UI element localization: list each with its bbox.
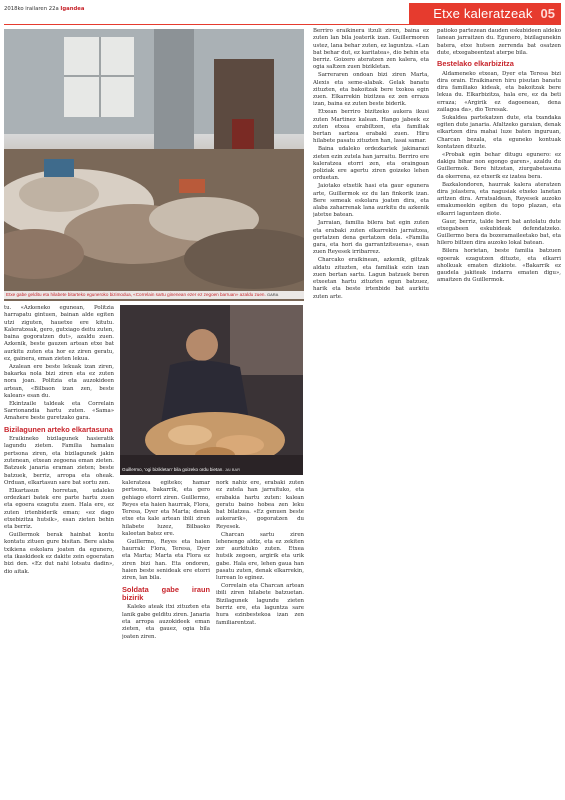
article-paragraph: patioko partezean dauden eskubideen aldeko lanean jarraitzen du. Egunero, bizilagunekin batera, etxe hutsen zerrenda bat osatzen dute, etxegabeentzat aterpe bila. — [437, 28, 561, 56]
main-photo-credit: GARA — [267, 292, 279, 297]
article-paragraph: Correlain eta Charcan artean ibili ziren hilabete batzuetan. Bizilagunek lagundu zieten berriz ere, eta laguntza sare hura ezinbestekoa izan zen familiarentzat. — [216, 583, 304, 626]
article-column-1 — [4, 305, 114, 576]
main-photo — [4, 29, 304, 301]
page-header — [4, 3, 561, 25]
article-paragraph: Sukaldea partekatzen dute, eta txandaka egiten dute janaria. Afaltzeko garaian, denak elkartzen dira mahai luze baten inguruan, Charcan bezala, eta eguneko kontuak kontatzen dituzte. — [437, 114, 561, 151]
article-paragraph: Charcako eraikinean, azkenik, giltzak aldatu zituzten, eta familiak ezin izan zuen bertan sartu. Lagun batzuek beren etxeetan hartu zituzten egun batzuez, harik eta beste irtenbide bat aurkitu zuten arte. — [313, 257, 429, 300]
section-banner — [409, 3, 561, 24]
article-paragraph: Jarraian, familia bilera bat egin zuten eta erabaki zuten elkarrekin jarraitzea, gertatzen dena gertatzen dela. «Familia gara, eta hori da garrantzitsuena», esan zuen Reyesek irribarrez. — [313, 220, 429, 256]
article-column-2 — [122, 480, 210, 641]
article-paragraph: Eraikineko bizilagunek hasieratik lagundu zieten. Familia hamalau pertsona ziren, eta bizilagunek jakin zutenean, etxean zegoena eman zieten. Batzuek janaria eraman zieten; beste batzuek, berriz, arropa eta oheak. Orduan, elkartasun sare bat sortu zen. — [4, 436, 114, 486]
section-subheading: Bestelako elkarbizitza — [437, 59, 514, 69]
main-photo-illustration — [4, 29, 304, 301]
article-paragraph: Ekintzaile taldeak eta Correlain Sarrionandia hartu zuten. «Sama» Amahere beste guretzako gara. — [4, 400, 114, 422]
article-paragraph: nork nahiz ere, erabaki zuten ez zutela han jarraituko, eta erabakia hartu zuten: kalean geratu baino hobea zen leku bat bilatzea. «Ez genuen beste aukerarik», gogoratzen du Reyesek. — [216, 480, 304, 530]
article-paragraph: Elkartasun horretan, udaleko ordezkari batek ere parte hartu zuen eta egoera ezagutu zuen. Hala ere, ez zuten irtenbiderik eman; «ez dago etxebizitza hutsik», esan zieten behin eta berriz. — [4, 487, 114, 531]
article-paragraph: Jaiotako etxetik hasi eta gaur egunera arte, Guillermok ez du lan finkorik izan. Bere semeak eskolara joaten dira, eta alaba zaharrenak lana aurkitu du azkenik jatetxe batean. — [313, 183, 429, 219]
article-paragraph: Berriro eraikinera itzuli ziren, baina ez zuten lan bila joaterik izan. Guillermoren ustez, lana behar zuten, ez laguntza. «Lan bat behar dut, ez karitatea», dio behin eta berriz. Goizero ateratzen zen kalera, eta ogia saltzen zuen bizikletan. — [313, 28, 429, 71]
article-paragraph: Bilera horietan, beste familia batzuen egoerak ezagutzen dituzte, eta elkarri aholkuak ematen dizkiote. «Bakarrik ez gaudela jakiteak indarra ematen digu», amaitzen du Guillermok. — [437, 248, 561, 284]
article-column-4 — [313, 28, 429, 301]
header-rule — [4, 24, 561, 25]
article-paragraph: Aldameneko etxean, Dyer eta Teresa bizi dira orain. Eraikinaren hiru pisutan banatu dira familiako kideak, eta bakoitzak bere lekua du. Elkarbizitza, hala ere, ez da beti erraza; «Argirik ez dagoenean, dena zailagoa da», dio Teresak. — [437, 70, 561, 114]
section-subheading: Soldata gabe iraun bizirik — [122, 584, 210, 603]
issue-info — [4, 6, 84, 12]
article-paragraph: Guillermo, Reyes eta haien haurrak: Flora, Teresa, Dyer eta Marta; Marta eta Flora ez ziren bizi han. Eta ondoren, haien beste senideak ere etorri ziren, lan bila. — [122, 538, 210, 582]
secondary-photo-caption — [122, 467, 302, 473]
section-subheading: Bizilagunen arteko elkartasuna — [4, 424, 113, 434]
article-paragraph: Sarreraren ondoan bizi ziren Marta, Alexis eta seme-alabak. Gelak banatu zituzten, eta bakoitzak bere txokoa egin zuen. Elkarrekin bizitzea ez zen erraza izan, baina ez zuten beste biderik. — [313, 72, 429, 108]
article-paragraph: Baina udaleko ordezkariek jakinarazi zieten ezin zutela han jarraitu. Berriro ere kaleratzea etorri zen, eta oraingoan poliziak ere agertu ziren goizeko lehen orduetan. — [313, 146, 429, 182]
article-column-3 — [216, 480, 304, 627]
main-photo-caption-text: Etxe gabe gelditu eta hilabete bitarteko eguneroko bizimodua, «Correlain sartu ginenean ezer ez zegoen barruan» azaldu zuen. — [6, 292, 266, 297]
article-paragraph: Gaur, berriz, talde berri bat antolatu dute etxegabeen eskubideak defendatzeko. Guillermo bera da bozeramaileetako bat, eta hilero biltzen dira auzoko lokal batean. — [437, 218, 561, 247]
article-paragraph: tu. «Azkeneko egunean, Politzia harrapatu gintuen, bainan alde egiten utzi ziguten, hauetxe ere kitutu. Kaleratzeak, gero, gutxiago deitu zuten, baina gogoratzen dut», azaldu zuen. Azkenik, beste gauzen artean etxe bat aurkitu zuten eta hor ez ziren geratu, ez, gainera, eman zieten lekua. — [4, 305, 114, 363]
article-paragraph: Kaleko ateak itxi zituzten eta lanik gabe gelditu ziren. Janaria eta arropa auzokideek eman zieten, eta gauez, ogia bila joaten ziren. — [122, 604, 210, 640]
article-paragraph: «Probak egin behar ditugu egunero: ez dakigu bihar non egongo garen», azaldu du Guillermok. Bere hitzetan, ziurgabetasuna da okerrena, ez etxerik ez izatea bera. — [437, 151, 561, 180]
secondary-photo — [120, 305, 303, 475]
article-paragraph: Azalean ere beste lekuak izan ziren, bakarka nola bizi ziren eta ez zuten nora joan. Politzia eta auzokideen artean, «Bilbaon izan zen, beste kalean» esan du. — [4, 363, 114, 400]
article-paragraph: Guillermok berak hainbat kontu kontatu zituen gure bisitan. Bere alaba txikiena eskolara joaten da egunero, eta ikaskideek ez dakite zein egoeratan bizi den. «Ez dut nahi lotsatu dadin», dio aitak. — [4, 532, 114, 575]
main-photo-caption — [4, 291, 304, 299]
secondary-photo-illustration — [120, 305, 303, 475]
article-paragraph: Etxean berriro bizitzeko aukera ikusi zuten Martinez kalean. Hango jabeek ez zuten etxea erabiltzen, eta familiak bertan sartzea erabaki zuen. Hiru hilabete pasatu zituzten han, lasai samar. — [313, 109, 429, 145]
article-paragraph: kaleratzea egiteko; hamar pertsona, bakarrik, eta gero gehiago etorri ziren. Guillermo, Reyes eta haien haurrak, Flora, Teresa, Dyer eta Marta; denak etxe eta kale artean ibili ziren hilabete luzez, Bilbaoko kaleetan batez ere. — [122, 480, 210, 538]
secondary-photo-caption-text: Guillermo, 'ogi bizikletan' bila goizeko ordu bietan. — [122, 467, 224, 472]
article-column-5 — [437, 28, 561, 285]
section-title: Etxe kaleratzeak — [433, 6, 533, 21]
publication-brand: Igandea — [60, 6, 85, 12]
page-number: 05 — [540, 6, 555, 21]
article-paragraph: Bazkalondoren, haurrak kalera ateratzen dira jolastera, eta nagusiak etxeko lanetan aritzen dira. Arratsaldean, Reyesek auzoko emakumeekin egiten du topo plazan, eta elkarri laguntzen diote. — [437, 181, 561, 217]
secondary-photo-credit: JAI BAR — [224, 467, 241, 472]
issue-date: 2018ko irailaren 22a — [4, 6, 59, 12]
article-paragraph: Charcan sartu ziren lehenengo aldiz, eta ez zekiten zer aurkituko zuten. Etxea hutsik zegoen, argirik eta urik gabe. Hala ere, lehen gaua han pasatu zuten, denak elkarrekin, lurrean lo eginez. — [216, 531, 304, 582]
